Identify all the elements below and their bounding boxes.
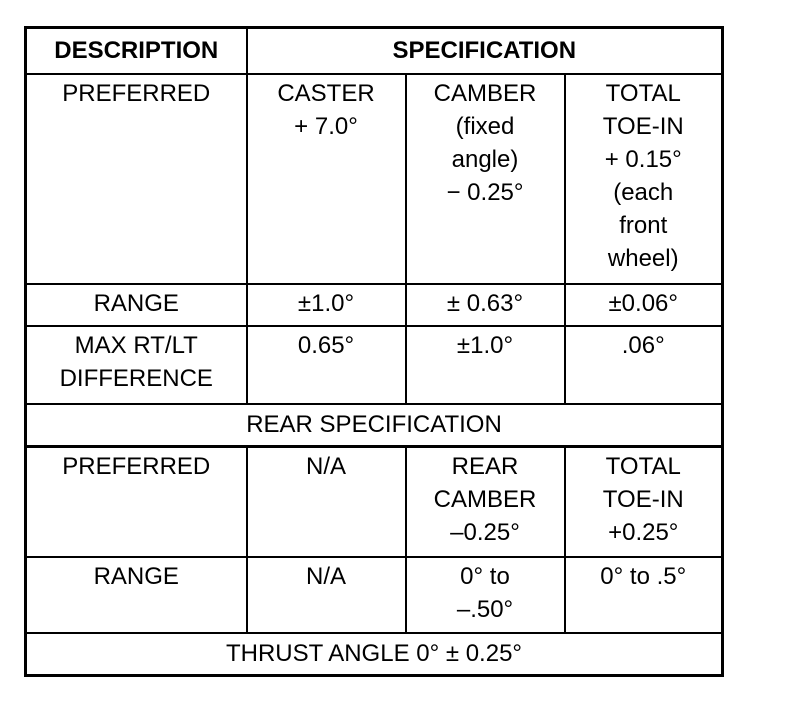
rear-range-caster: N/A (247, 557, 406, 633)
description-header: DESCRIPTION (26, 28, 247, 74)
rear-range-toe: 0° to .5° (565, 557, 723, 633)
rear-range-row (26, 557, 723, 633)
rear-section-row (26, 404, 723, 447)
thrust-angle-row (26, 633, 723, 676)
rear-preferred-camber: REAR CAMBER –0.25° (406, 447, 565, 557)
front-max-diff-label: MAX RT/LT DIFFERENCE (26, 326, 247, 404)
front-range-toe: ±0.06° (565, 284, 723, 326)
front-max-diff-caster: 0.65° (247, 326, 406, 404)
front-range-camber: ± 0.63° (406, 284, 565, 326)
front-preferred-label: PREFERRED (26, 74, 247, 284)
alignment-spec-table (24, 26, 724, 677)
rear-preferred-caster: N/A (247, 447, 406, 557)
rear-range-camber: 0° to –.50° (406, 557, 565, 633)
front-preferred-toe: TOTAL TOE-IN + 0.15° (each front wheel) (565, 74, 723, 284)
front-max-diff-toe: .06° (565, 326, 723, 404)
specification-header: SPECIFICATION (247, 28, 723, 74)
thrust-angle-text: THRUST ANGLE 0° ± 0.25° (26, 633, 723, 676)
front-preferred-camber: CAMBER (fixed angle) − 0.25° (406, 74, 565, 284)
front-max-diff-camber: ±1.0° (406, 326, 565, 404)
front-preferred-caster: CASTER + 7.0° (247, 74, 406, 284)
front-max-diff-row (26, 326, 723, 404)
header-row (26, 28, 723, 74)
rear-preferred-row (26, 447, 723, 557)
front-range-label: RANGE (26, 284, 247, 326)
rear-range-label: RANGE (26, 557, 247, 633)
front-range-row (26, 284, 723, 326)
front-range-caster: ±1.0° (247, 284, 406, 326)
rear-section-title: REAR SPECIFICATION (26, 404, 723, 447)
rear-preferred-toe: TOTAL TOE-IN +0.25° (565, 447, 723, 557)
front-preferred-row (26, 74, 723, 284)
rear-preferred-label: PREFERRED (26, 447, 247, 557)
